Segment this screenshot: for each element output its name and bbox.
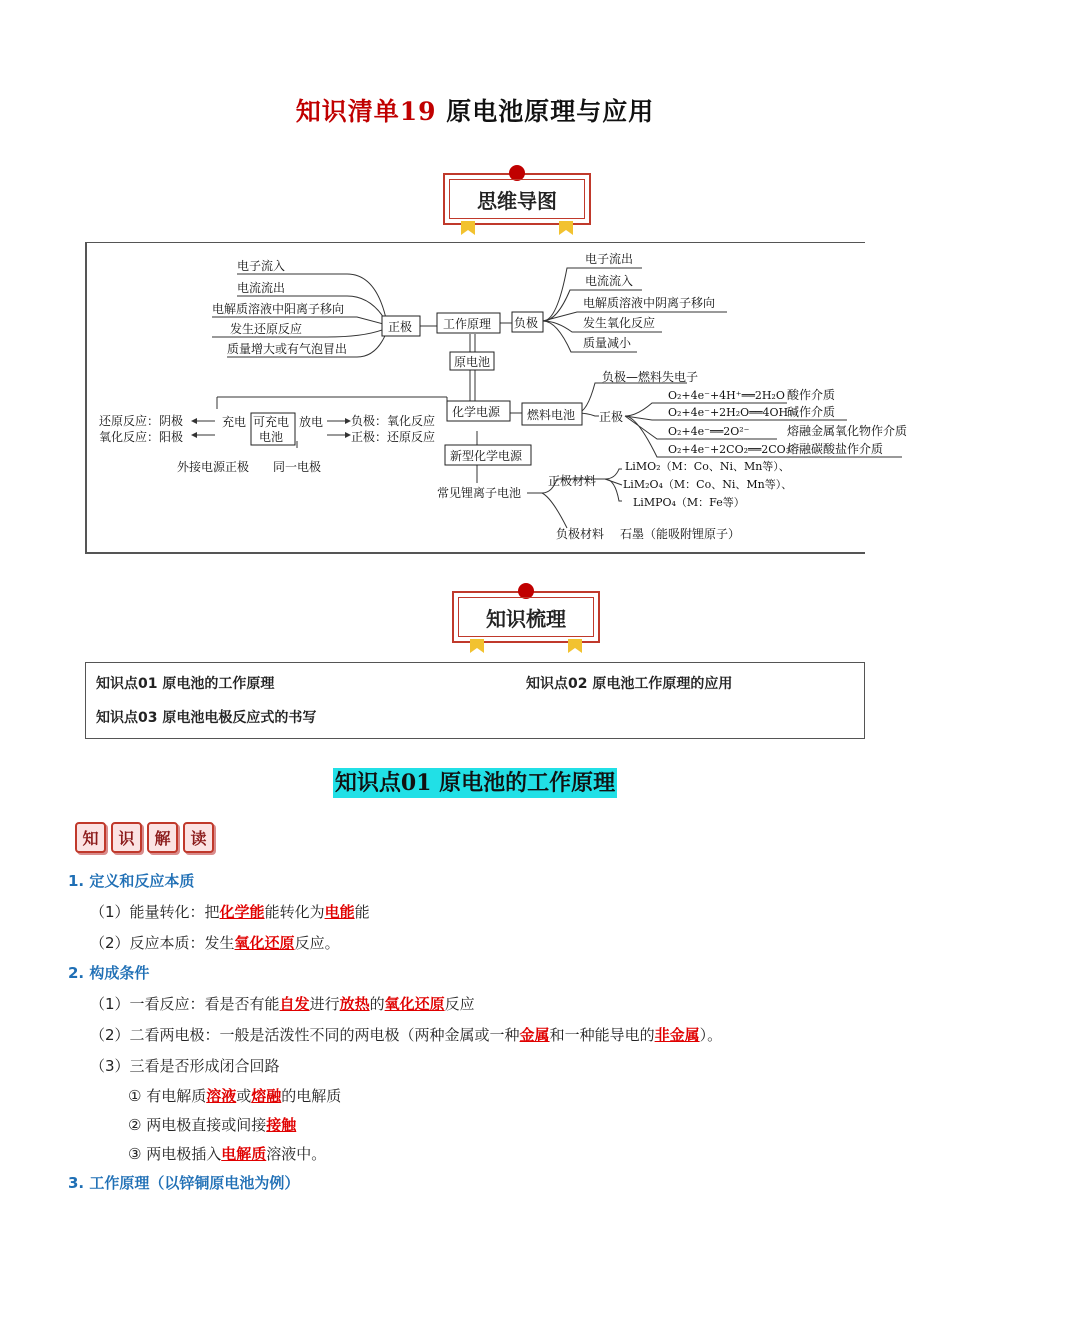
ribbon-icon — [559, 221, 573, 235]
new-source-label: 新型化学电源 — [450, 449, 523, 463]
content-line: （2）反应本质：发生氧化还原反应。 — [90, 934, 340, 952]
table-of-contents — [85, 662, 865, 739]
section-heading-text: 知识点01 原电池的工作原理 — [334, 770, 616, 796]
oxidation-label: 氧化反应：阳极 — [99, 430, 184, 444]
left-item: 发生还原反应 — [230, 322, 303, 336]
fuel-equation: O₂+4e⁻+2H₂O══4OH⁻ — [668, 406, 794, 419]
rechargeable-label-1: 可充电 — [253, 415, 290, 429]
mindmap-badge — [443, 173, 591, 225]
right-item: 发生氧化反应 — [583, 316, 656, 330]
left-item: 电子流入 — [237, 259, 286, 273]
fuel-medium: 碱作介质 — [787, 405, 836, 419]
content-line: ② 两电极直接或间接接触 — [128, 1116, 297, 1134]
ribbon-icon — [470, 639, 484, 653]
tile: 解 — [147, 822, 178, 853]
positive-label: 正极 — [388, 320, 413, 334]
section-title-1: 1. 定义和反应本质 — [68, 872, 195, 890]
charge-label: 充电 — [222, 415, 247, 429]
right-item: 质量减小 — [583, 336, 632, 350]
content-line: ① 有电解质溶液或熔融的电解质 — [128, 1087, 342, 1105]
cathode-item: LiM₂O₄（M：Co、Ni、Mn等）、 — [623, 478, 793, 491]
discharge-label: 放电 — [299, 415, 324, 429]
section-heading — [0, 766, 950, 797]
section-title-3: 3. 工作原理（以锌铜原电池为例） — [68, 1174, 300, 1192]
right-item: 电流流入 — [585, 274, 634, 288]
cathode-item: LiMPO₄（M：Fe等） — [633, 496, 745, 509]
interpretation-tiles — [75, 822, 214, 853]
fuel-medium: 熔融碳酸盐作介质 — [787, 442, 884, 456]
fuel-equation: O₂+4e⁻══2O²⁻ — [668, 425, 750, 438]
tile: 识 — [111, 822, 142, 853]
neg-ox-label: 负极：氧化反应 — [351, 414, 436, 428]
title-prefix: 知识清单19 — [295, 97, 437, 126]
knowledge-badge-label: 知识梳理 — [458, 597, 594, 637]
ext-pos-label: 外接电源正极 — [177, 460, 250, 474]
negative-label: 负极 — [514, 316, 539, 330]
reduction-label: 还原反应：阴极 — [99, 414, 184, 428]
page-title — [0, 92, 950, 128]
left-item: 质量增大或有气泡冒出 — [227, 342, 348, 356]
mind-map — [85, 242, 908, 554]
ribbon-icon — [568, 639, 582, 653]
ribbon-icon — [461, 221, 475, 235]
anode-mat-label: 负极材料 — [556, 527, 605, 541]
content-line: （1）能量转化：把化学能能转化为电能能 — [90, 903, 370, 921]
li-ion-label: 常见锂离子电池 — [437, 486, 522, 500]
galvanic-label: 原电池 — [454, 355, 491, 369]
cathode-item: LiMO₂（M：Co、Ni、Mn等）、 — [625, 460, 790, 473]
fuel-neg-label: 负极—燃料失电子 — [602, 370, 699, 384]
chem-source-label: 化学电源 — [452, 405, 501, 419]
content-line: （1）一看反应：看是否有能自发进行放热的氧化还原反应 — [90, 995, 475, 1013]
cathode-mat-label: 正极材料 — [548, 474, 597, 488]
toc-item-kp03[interactable]: 知识点03 原电池电极反应式的书写 — [96, 710, 317, 726]
fuel-equation: O₂+4e⁻+4H⁺══2H₂O — [668, 389, 785, 402]
tile: 读 — [183, 822, 214, 853]
content-line: ③ 两电极插入电解质溶液中。 — [128, 1145, 327, 1163]
content-line: （2）二看两电极：一般是活泼性不同的两电极（两种金属或一种金属和一种能导电的非金属）。 — [90, 1026, 723, 1044]
fuel-cell-label: 燃料电池 — [527, 408, 576, 422]
toc-item-kp01[interactable]: 知识点01 原电池的工作原理 — [96, 676, 275, 692]
mind-map-svg — [87, 243, 908, 555]
anode-item: 石墨（能吸附锂原子） — [620, 527, 741, 541]
rechargeable-label-2: 电池 — [259, 430, 284, 444]
section-title-2: 2. 构成条件 — [68, 964, 150, 982]
same-elec-label: 同一电极 — [273, 460, 322, 474]
knowledge-badge — [452, 591, 600, 643]
right-item: 电子流出 — [585, 252, 634, 266]
mindmap-badge-label: 思维导图 — [449, 179, 585, 219]
pos-red-label: 正极：还原反应 — [351, 430, 436, 444]
fuel-pos-label: 正极 — [599, 410, 624, 424]
work-principle-label: 工作原理 — [443, 317, 492, 331]
toc-item-kp02[interactable]: 知识点02 原电池工作原理的应用 — [526, 676, 733, 692]
content-line: （3）三看是否形成闭合回路 — [90, 1057, 280, 1075]
fuel-medium: 酸作介质 — [787, 388, 836, 402]
left-item: 电流流出 — [237, 281, 286, 295]
right-item: 电解质溶液中阴离子移向 — [583, 296, 716, 310]
tile: 知 — [75, 822, 106, 853]
fuel-equation: O₂+4e⁻+2CO₂══2CO₃²⁻ — [668, 443, 801, 456]
fuel-medium: 熔融金属氧化物作介质 — [787, 424, 908, 438]
title-main: 原电池原理与应用 — [446, 97, 655, 126]
left-item: 电解质溶液中阳离子移向 — [212, 302, 345, 316]
